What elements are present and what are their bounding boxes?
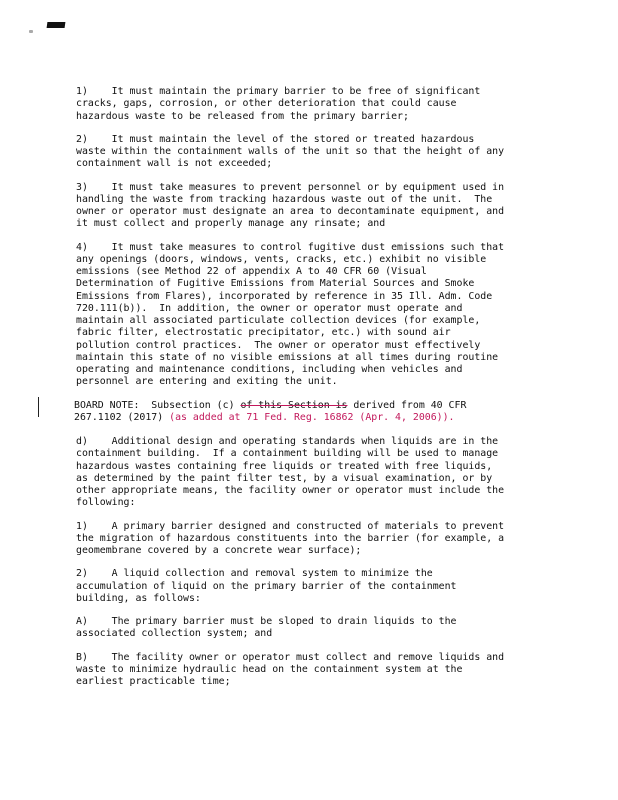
scan-speck [29,30,33,33]
board-note [74,400,546,425]
board-note-citation: (as added at 71 Fed. Reg. 16862 (Apr. 4, 2006)). [163,411,455,423]
paragraph-d2: 2) A liquid collection and removal system to minimize the accumulation of liquid on the primary barrier of the containment building, as follows: [76,568,457,604]
paragraph-dA: A) The primary barrier must be sloped to drain liquids to the associated collection system; and [76,616,457,640]
board-note-deleted: of this Section is [240,399,348,411]
paragraph-c3: 3) It must take measures to prevent personnel or by equipment used in handling the waste from tracking hazardous waste out of the unit. The owner or operator must designate an area to decontaminate equipment, and it must collect and properly manage any rinsate; and [76,181,505,230]
scan-mark [47,22,66,28]
paragraph-d: d) Additional design and operating standards when liquids are in the containment building. If a containment building will be used to manage hazardous wastes containing free liquids or treated with free liquids, as determined by the paint filter test, by a visual examination, or by other appropriate means, the facility owner or operator must include the following: [76,436,505,509]
paragraph-c2: 2) It must maintain the level of the stored or treated hazardous waste within the containment walls of the unit so that the height of any containment wall is not exceeded; [76,133,505,170]
paragraph-dB: B) The facility owner or operator must collect and remove liquids and waste to minimize hydraulic head on the containment system at the earliest practicable time; [76,651,505,687]
document-body [76,86,546,688]
paragraph-c1: 1) It must maintain the primary barrier to be free of significant cracks, gaps, corrosion, or other deterioration that could cause hazardous waste to be released from the primary barrier; [76,86,481,122]
board-note-source: derived from 40 CFR 267.1102 (2017) [74,399,467,423]
revision-bar [38,397,39,417]
paragraph-c4: 4) It must take measures to control fugitive dust emissions such that any openings (doors, windows, vents, cracks, etc.) exhibit no visible emissions (see Method 22 of appendix A to 40 CFR 60 (Visual Determination of Fugitive Emissions from Material Sources and Smoke Emissions from Flares), incorporated by reference in 35 Ill. Adm. Code 720.111(b)). In addition, the owner or operator must operate and maintain all associated particulate collection devices (for example, fabric filter, electrostatic precipitator, etc.) with sound air pollution control practices. The owner or operator must effectively maintain this state of no visible emissions at all times during routine operating and maintenance conditions, including when vehicles and personnel are entering and exiting the unit. [76,241,505,388]
paragraph-d1: 1) A primary barrier designed and constructed of materials to prevent the migration of hazardous constituents into the barrier (for example, a geomembrane covered by a concrete wear surface); [76,520,505,556]
board-note-prefix: BOARD NOTE: Subsection (c) [74,399,241,411]
